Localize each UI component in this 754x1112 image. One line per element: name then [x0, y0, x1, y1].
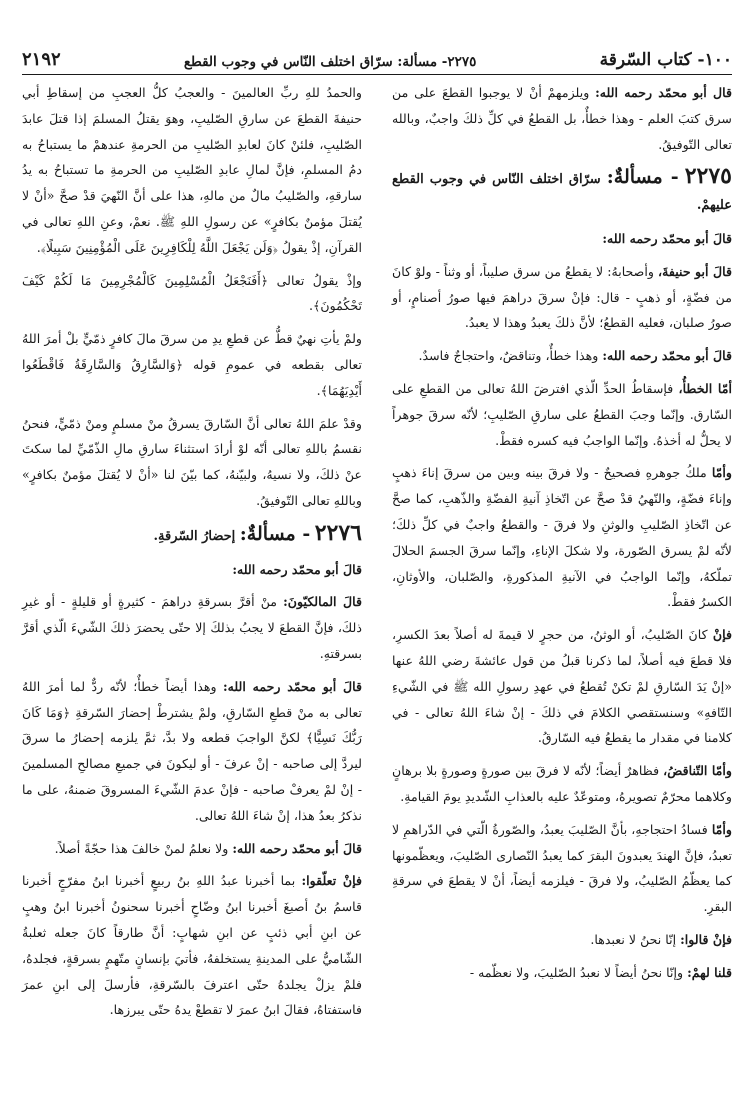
- paragraph-text: فظاهرٌ أيضاً؛ لأنّه لا فرقَ بين صورةٍ وصورةٍ بلا برهانٍ وكلاهما محرّمٌ تصويرهُ، ومتوعّدٌ عليه بالعذابِ الشّديدِ يومَ القيامةِ.: [392, 763, 732, 804]
- paragraph-text: منْ أقرَّ بسرقةِ دراهمَ - كثيرةٍ أو قليلةٍ - أو غيرِ ذلكَ، فإنَّ القطعَ لا يجبُ بذلكَ إلا حتّى يحضرَ ذلكَ الشّيءَ الّذي أقرَّ بسرقتهِ.: [22, 594, 362, 661]
- paragraph-text: وأصحابهُ: لا يقطعُ من سرق صليباً، أو وثناً - ولوْ كانَ من فضّةٍ، أو ذهبٍ - قال: فإنْ سرقَ دراهمَ فيها صورُ أصنامٍ، أو صورُ صلبان، فعليه القطعُ؛ لأنَّ ذلكَ يعبدُ وهذا لا يعبدُ.: [392, 263, 732, 331]
- paragraph: [392, 226, 732, 252]
- speaker-lead: وأمّا: [711, 821, 732, 837]
- paragraph-text: فسادُ احتجاجهِ، بأنَّ الصّليبَ يعبدُ، والصّورةُ الّتي في الدّراهمِ لا تعبدُ، فإنَّ الهندَ يعبدونَ البقرَ كما يعبدُ النّصارى الصّليبَ، ويعظّمونها كما يعظّمُ الصّليبُ، ولا فرقَ - فيلزمه أيضاً، أنْ لا يقطعَ في سرقةِ البقرِ.: [392, 821, 732, 915]
- paragraph: [22, 674, 362, 829]
- paragraph: [392, 758, 732, 810]
- paragraph: [392, 622, 732, 751]
- paragraph-text: وهذا خطأٌ، وتناقضٌ، واحتجاجٌ فاسدٌ.: [418, 348, 599, 364]
- issue-label: - مسألةٌ:: [239, 522, 311, 545]
- speaker-lead: قالَ أبو محمّد رحمه الله:: [232, 840, 362, 856]
- paragraph: [392, 80, 732, 157]
- paragraph-text: إنّا نحنُ لا نعبدها.: [590, 931, 677, 947]
- paragraph-text: ويلزمهمْ أنْ لا يوجبوا القطعَ على من سرق كتبَ العلم - وهذا خطأٌ، بل القطعُ في كلِّ ذلكَ واجبٌ، وبالله تعالى التّوفيقُ.: [392, 85, 732, 152]
- paragraph: [392, 460, 732, 615]
- paragraph-text: والحمدُ للهِ ربِّ العالمينَ - والعجبُ كلُّ العجبِ من إسقاطِ أبي حنيفةَ القطعَ عن سارقِ الصّليبِ، وهوَ يقتلُ المسلمَ إذا قتلَ عابدَ الصّليبِ، فلئنْ كانَ لعابدِ الصّليبِ من الحرمةِ عندهمْ ما يستباحُ به دمُ المسلمِ، فإنَّ لمالِ عابدِ الصّليبِ من الحرمةِ ما تستباحُ به يدُ سارقهِ، والصّليبُ مالٌ من مالهِ، هذا على أنَّ النّهيَ قدْ صحَّ «أنْ لا يُقتلَ مؤمنٌ بكافرٍ» عن رسولِ اللهِ ﷺ. نعمْ، وعنِ اللهِ تعالى في القرآنِ، إذْ يقولُ ﴿وَلَن يَجْعَلَ اللَّهُ لِلْكَافِرِينَ عَلَى الْمُؤْمِنِينَ سَبِيلًا﴾.: [22, 85, 362, 255]
- paragraph: [392, 817, 732, 920]
- book-title: ١٠٠- كتاب السّرقة: [599, 50, 732, 70]
- paragraph-text: ولا نعلمُ لمنْ خالفَ هذا حجّةً أصلاً.: [54, 840, 229, 856]
- running-header: [22, 44, 732, 75]
- issue-label: - مسألةٌ:: [606, 166, 679, 189]
- speaker-lead: قالَ المالكيّونَ:: [283, 594, 362, 610]
- paragraph: [392, 376, 732, 453]
- paragraph-text: وقدْ علمَ اللهُ تعالى أنَّ السّارقَ يسرقُ منْ مسلمٍ ومنْ ذمّيٍّ، فنحنُ نقسمُ باللهِ تعالى أنّه لوْ أرادَ استثناءَ سارقِ مالِ الذّمّيِّ لما سكتَ عنْ ذلكَ، ولا نسيهُ، ولبيّنهُ، كما بيّنَ لنا «أنْ لا يُقتلَ مؤمنٌ بكافرٍ» وباللهِ تعالى التّوفيقُ.: [22, 415, 362, 508]
- paragraph: [392, 259, 732, 336]
- issue-text: سرّاق اختلف النّاس في وجوب القطع عليهمْ.: [392, 172, 732, 214]
- paragraph-text: وإنّا نحنُ أيضاً لا نعبدُ الصّليبَ، ولا نعظّمه -: [469, 964, 684, 980]
- paragraph: [22, 836, 362, 862]
- left-column: [22, 80, 362, 1102]
- speaker-lead: أمّا الخطأُ،: [678, 380, 732, 396]
- issue-number: ٢٢٧٦: [314, 519, 362, 546]
- speaker-lead: قلنا لهمْ:: [687, 964, 732, 980]
- paragraph-text: ولمْ يأتِ نهيٌ قطُّ عن قطعِ يدِ من سرقَ مالَ كافرٍ ذمّيٍّ بلْ أمرَ اللهُ تعالى بقطعه في عمومِ قوله ﴿وَالسَّارِقُ وَالسَّارِقَةُ فَاقْطَعُوا أَيْدِيَهُمَا﴾.: [22, 331, 362, 398]
- speaker-lead: قال أبو محمّد رحمه الله:: [595, 85, 732, 100]
- speaker-lead: قالَ أبو محمّد رحمه الله:: [222, 678, 362, 694]
- paragraph: [22, 268, 362, 320]
- paragraph: [22, 80, 362, 261]
- paragraph: [392, 927, 732, 953]
- paragraph-text: وإذْ يقولُ تعالى ﴿أَفَنَجْعَلُ الْمُسْلِمِينَ كَالْمُجْرِمِينَ مَا لَكُمْ كَيْفَ تَحْكُمُونَ﴾.: [22, 272, 362, 314]
- paragraph-text: ملكُ جوهرهِ فصحيحٌ - ولا فرقَ بينه وبين من سرقَ إناءَ ذهبٍ وإناءَ فضّةٍ، والنّهيُ قدْ صحَّ عن اتّخاذِ آنيةِ الفضّةِ والذّهبِ، كما صحَّ عن اتّخاذِ الصّليبِ والوثنِ ولا فرقَ - والقطعُ واجبٌ في كلِّ ذلكَ؛ لأنّه لمْ يسرق الصّورة، ولا شكلَ الإناءِ، وإنّما سرقَ الجسمَ الحلالَ تملّكهُ، وإنّما الواجبُ في الآنيةِ المذكورةِ، والصّلبان، والأوثانِ، الكسرُ فقطْ.: [392, 465, 732, 610]
- paragraph: [22, 868, 362, 1023]
- paragraph: [392, 960, 732, 986]
- issue-text: إحضارُ السّرقةِ.: [153, 528, 236, 544]
- text-columns: [22, 80, 732, 1102]
- speaker-lead: فإنْ تعلّقوا:: [301, 873, 362, 889]
- issue-number: ٢٢٧٥: [684, 163, 732, 190]
- paragraph-text: كانَ الصّليبُ، أو الوثنُ، من حجرٍ لا قيمةَ له أصلاً بعدَ الكسرِ، فلا قطعَ فيه أصلاً، لما ذكرنا قبلُ من قول عائشةَ رضي اللهُ عنها «إنْ يَدَ السّارقِ لمْ تكنْ تُقطعُ في عهدِ رسولِ الله ﷺ في الشّيءِ التّافهِ» وسنستقصي الكلامَ في ذلكَ - إنْ شاءَ اللهُ تعالى - في كلامنا في مقدار ما يقطعُ فيه السّارقُ.: [392, 627, 732, 746]
- speaker-lead: قالَ أبو حنيفةَ،: [658, 263, 733, 279]
- paragraph-text: وهذا أيضاً خطأٌ؛ لأنّه ردٌّ لما أمرَ اللهُ تعالى به منْ قطعِ السّارقِ، ولمْ يشترطْ إحضارَ السّرقةِ ﴿وَمَا كَانَ رَبُّكَ نَسِيًّا﴾ لكنَّ الواجبَ قطعه ولا بدَّ، ثمَّ يلزمه إحضارُ ما سرقَ ليردَّ إلى صاحبه - إنْ عرفَ - أو ليكونَ في جميعِ مصالحِ المسلمينَ - إنْ لمْ يعرفْ صاحبه - فإنْ عدمَ الشّيءَ المسروقَ ضمنهُ، على ما نذكرُ بعدُ هذا، إنْ شاءَ اللهُ تعالى.: [22, 678, 362, 823]
- paragraph: [22, 411, 362, 514]
- speaker-lead: وأمّا التّناقضُ،: [663, 763, 732, 779]
- paragraph-text: فإسقاطُ الحدِّ الّذي افترضَ اللهُ تعالى من القطعِ على السّارق. وإنّما وجبَ القطعُ على سارقِ الصّليبِ؛ لأنّه سرقَ جوهراً لا يحلُّ له أخذهُ. وإنّما الواجبُ فيه كسره فقطْ.: [392, 380, 732, 448]
- speaker-lead: وأمّا: [711, 465, 732, 481]
- speaker-lead: فإنْ: [712, 627, 732, 643]
- paragraph-text: بما أخبرنا عبدُ اللهِ بنُ ربيعٍ أخبرنا ابنُ مفرّجٍ أخبرنا قاسمُ بنُ أصبغَ أخبرنا ابنُ وضّاحٍ أخبرنا سحنونُ أخبرنا ابنُ وهبٍ عن ابنِ أبي ذئبٍ عن ابنِ شهابٍ: أنَّ طارقاً كانَ جعله ثعلبةُ الشّاميُّ على المدينةِ يستخلفهُ، فأتيَ بإنسانٍ متّهمٍ بسرقةٍ، فجلدهُ، فلمْ يزلْ يجلدهُ حتّى اعترفَ بالسّرقةِ، فأرسلَ إلى ابنِ عمرَ فاستفتاهُ، فقالَ ابنُ عمرَ لا تقطعْ يدهُ حتّى يبرزها.: [22, 873, 362, 1018]
- issue-heading: [22, 521, 362, 550]
- paragraph: [392, 343, 732, 369]
- paragraph: [22, 326, 362, 403]
- page-number: ٢١٩٢: [22, 49, 61, 70]
- speaker-lead: قالَ أبو محمّد رحمه الله:: [602, 230, 732, 246]
- paragraph: [22, 557, 362, 583]
- right-column: [392, 80, 732, 1102]
- speaker-lead: فإنْ قالوا:: [680, 931, 732, 947]
- speaker-lead: قالَ أبو محمّد رحمه الله:: [232, 561, 362, 577]
- paragraph: [22, 589, 362, 666]
- issue-heading: [392, 164, 732, 219]
- issue-title: ٢٢٧٥- مسألة: سرّاق اختلف النّاس في وجوب القطع: [183, 54, 477, 70]
- speaker-lead: قالَ أبو محمّد رحمه الله:: [602, 348, 732, 364]
